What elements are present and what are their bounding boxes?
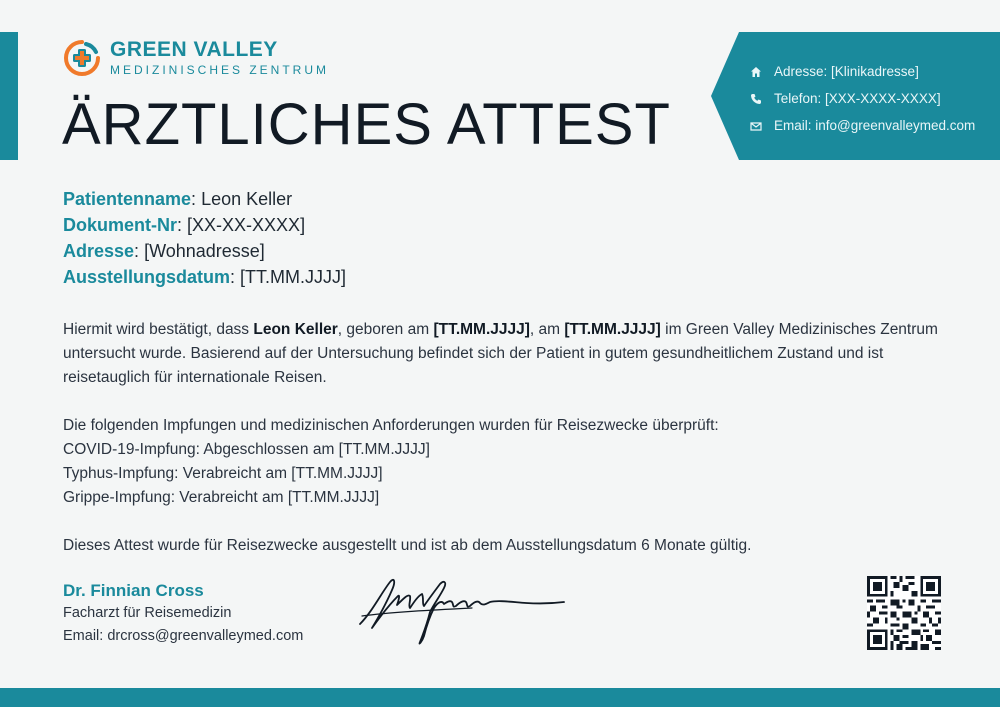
doctor-block xyxy=(63,580,303,648)
mail-icon xyxy=(750,120,762,132)
body-paragraph-validity: Dieses Attest wurde für Reisezwecke ausgestellt und ist ab dem Ausstellungsdatum 6 Monate gültig. xyxy=(63,537,752,554)
medical-cross-logo-icon xyxy=(62,38,102,78)
vaccine-typhus: Typhus-Impfung: Verabreicht am [TT.MM.JJJJ] xyxy=(63,465,383,482)
field-issue-date: Ausstellungsdatum: [TT.MM.JJJJ] xyxy=(63,267,347,287)
brand-logo xyxy=(62,38,329,78)
brand-name: GREEN VALLEY xyxy=(110,38,278,61)
left-accent-bar xyxy=(0,32,18,160)
page-title: ÄRZTLICHES ATTEST xyxy=(62,92,671,157)
contact-list xyxy=(750,58,975,139)
contact-address: Adresse: [Klinikadresse] xyxy=(750,58,975,85)
bottom-accent-bar xyxy=(0,688,1000,707)
qr-code-icon xyxy=(867,576,941,650)
contact-email: Email: info@greenvalleymed.com xyxy=(750,112,975,139)
field-document-number: Dokument-Nr: [XX-XX-XXXX] xyxy=(63,215,306,235)
doctor-role: Facharzt für Reisemedizin xyxy=(63,605,232,621)
patient-fields xyxy=(63,186,346,290)
brand-subtitle: MEDIZINISCHES ZENTRUM xyxy=(110,63,329,77)
body-paragraph-vaccines-intro: Die folgenden Impfungen und medizinischen Anforderungen wurden für Reisezwecke überprüft: xyxy=(63,417,719,434)
home-icon xyxy=(750,66,762,78)
phone-icon xyxy=(750,93,762,105)
contact-phone: Telefon: [XXX-XXXX-XXXX] xyxy=(750,85,975,112)
vaccine-flu: Grippe-Impfung: Verabreicht am [TT.MM.JJJJ] xyxy=(63,489,380,506)
vaccine-covid: COVID-19-Impfung: Abgeschlossen am [TT.MM.JJJJ] xyxy=(63,441,430,458)
doctor-email: Email: drcross@greenvalleymed.com xyxy=(63,628,304,644)
certificate-body xyxy=(63,318,943,558)
field-address: Adresse: [Wohnadresse] xyxy=(63,241,265,261)
body-paragraph-confirmation: Hiermit wird bestätigt, dass Leon Keller, geboren am [TT.MM.JJJJ], am [TT.MM.JJJJ] im Green Valley Medizinisches Zentrum untersucht wurde. Basierend auf der Untersuchung befindet sich der Patient in gutem gesundheitlichem Zustand und ist reisetauglich für internationale Reisen. xyxy=(63,321,938,386)
field-patient-name: Patientenname: Leon Keller xyxy=(63,189,293,209)
doctor-name: Dr. Finnian Cross xyxy=(63,581,204,600)
signature-image xyxy=(352,572,572,652)
